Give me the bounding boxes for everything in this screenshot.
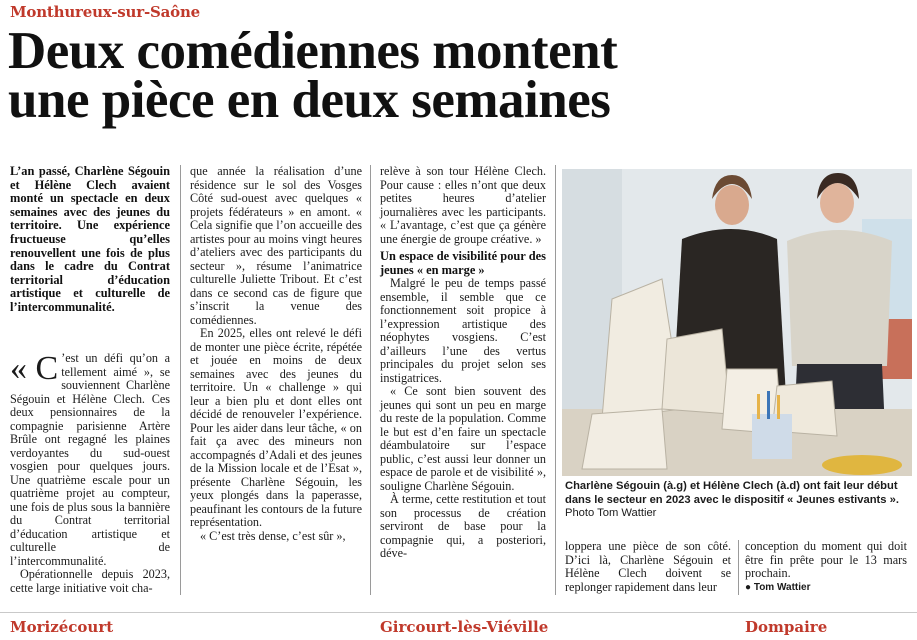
column-rule <box>555 165 556 595</box>
photo-credit: Photo Tom Wattier <box>565 507 657 520</box>
article-column-3 <box>380 165 546 561</box>
author-name: Tom Wattier <box>753 581 811 593</box>
headline-line-2: une pièce en deux semaines <box>8 71 611 129</box>
dropcap-paragraph <box>10 352 170 568</box>
article-column-4 <box>565 540 731 594</box>
paragraph: « C’est très dense, c’est sûr », <box>200 528 346 543</box>
paragraph: relève à son tour Hélène Clech. Pour cause : elles n’ont que deux petites heures d’atelier journalières avec les participants. « L’avantage, c’est que ça génère une énergie de groupe créative. » <box>380 164 546 246</box>
paragraph: En 2025, elles ont relevé le défi de monter une pièce écrite, répétée et jouée en moins de deux semaines avec des jeunes du territoire. Un « challenge » qui leur a bien plu et dont elles ont décidé de renouveler l’expérience. Pour les aider dans leur tâche, « on fait ça avec des mineurs non accompagnés d’Adali et des jeunes de la Mission locale et de l’Esat », présente Charlène Ségouin, les yeux plongés dans la paperasse, peaufinant les contours de la future représentation. <box>190 326 362 529</box>
footer-place-right: Dompaire <box>745 618 828 636</box>
footer-rule <box>0 612 917 613</box>
article-photo <box>562 169 912 476</box>
article-column-2 <box>190 165 362 543</box>
paragraph: loppera une pièce de son côté. D’ici là, Charlène Ségouin et Hélène Clech doivent se replonger rapidement dans leur <box>565 539 731 594</box>
article-column-5 <box>745 540 907 594</box>
article-author <box>745 581 907 595</box>
column-rule <box>180 165 181 595</box>
paragraph-text: ’est un défi qu’on a tellement aimé », se souviennent Charlène Ségouin et Hélène Clech. Ces deux pensionnaires de la compagnie parisienne Artère Brûle ont regagné les plaines verdoyantes du sud-ouest vosgien pour quelques jours. Une quatrième escale pour un quatrième projet au compteur, une fois de plus sous la bannière du Contrat territorial d’éducation artistique et culturelle de l’intercommunalité. <box>10 351 170 568</box>
article-subheading: Un espace de visibilité pour des jeunes « en marge » <box>380 249 546 277</box>
caption-text: Charlène Ségouin (à.g) et Hélène Clech (à.d) ont fait leur début dans le secteur en 2023 avec le dispositif « Jeunes estivants ». <box>565 480 899 506</box>
section-place-header: Monthureux-sur-Saône <box>10 3 200 21</box>
photo-caption <box>565 480 910 521</box>
paragraph: que année la réalisation d’une résidence sur le sol des Vosges Côté sud-ouest avec quelques « projets fédérateurs » en amont. « Cela signifie que l’on accueille des artistes pour au moins vingt heures d’ateliers avec des participants du secteur », résume l’animatrice culturelle Juliette Tribout. Et c’est dans ce second cas de figure que s’inscrit la venue des comédiennes. <box>190 164 362 327</box>
author-bullet-icon: ● <box>745 581 754 593</box>
paragraph: « Ce sont bien souvent des jeunes qui sont un peu en marge du reste de la population. Comme le but est d’en faire un spectacle déambulatoire sur l’espace public, c’est aussi leur donner un espace de parole et de visibilité », souligne Charlène Ségouin. <box>380 384 546 493</box>
photo-illustration <box>562 169 912 476</box>
paragraph: conception du moment qui doit être fin prête pour le 13 mars prochain. <box>745 539 907 580</box>
footer-place-center: Gircourt-lès-Viéville <box>380 618 549 636</box>
article-headline <box>8 22 908 129</box>
paragraph: Opérationnelle depuis 2023, cette large initiative voit cha- <box>10 567 170 595</box>
column-rule <box>370 165 371 595</box>
paragraph: Malgré le peu de temps passé ensemble, il semble que ce fonctionnement soit propice à l’expression artistique des néophytes vosgiens. C’est d’ailleurs l’une des vertus principales du projet selon ses instigatrices. <box>380 276 546 385</box>
article-column-1 <box>10 352 170 595</box>
footer-place-left: Morizécourt <box>10 618 114 636</box>
dropcap: « C <box>10 350 59 387</box>
headline-line-1: Deux comédiennes montent <box>8 22 618 80</box>
column-rule <box>738 540 739 595</box>
paragraph: À terme, cette restitution et tout son processus de création serviront de base pour la compagnie qui, a posteriori, déve- <box>380 492 546 560</box>
article-lead: L’an passé, Charlène Ségouin et Hélène Clech avaient monté un spectacle en deux semaines avec des jeunes du territoire. Une expérience fructueuse qu’elles renouvellent une fois de plus dans le cadre du Contrat territorial d’éducation artistique et culturelle de l’intercommunalité. <box>10 164 170 314</box>
